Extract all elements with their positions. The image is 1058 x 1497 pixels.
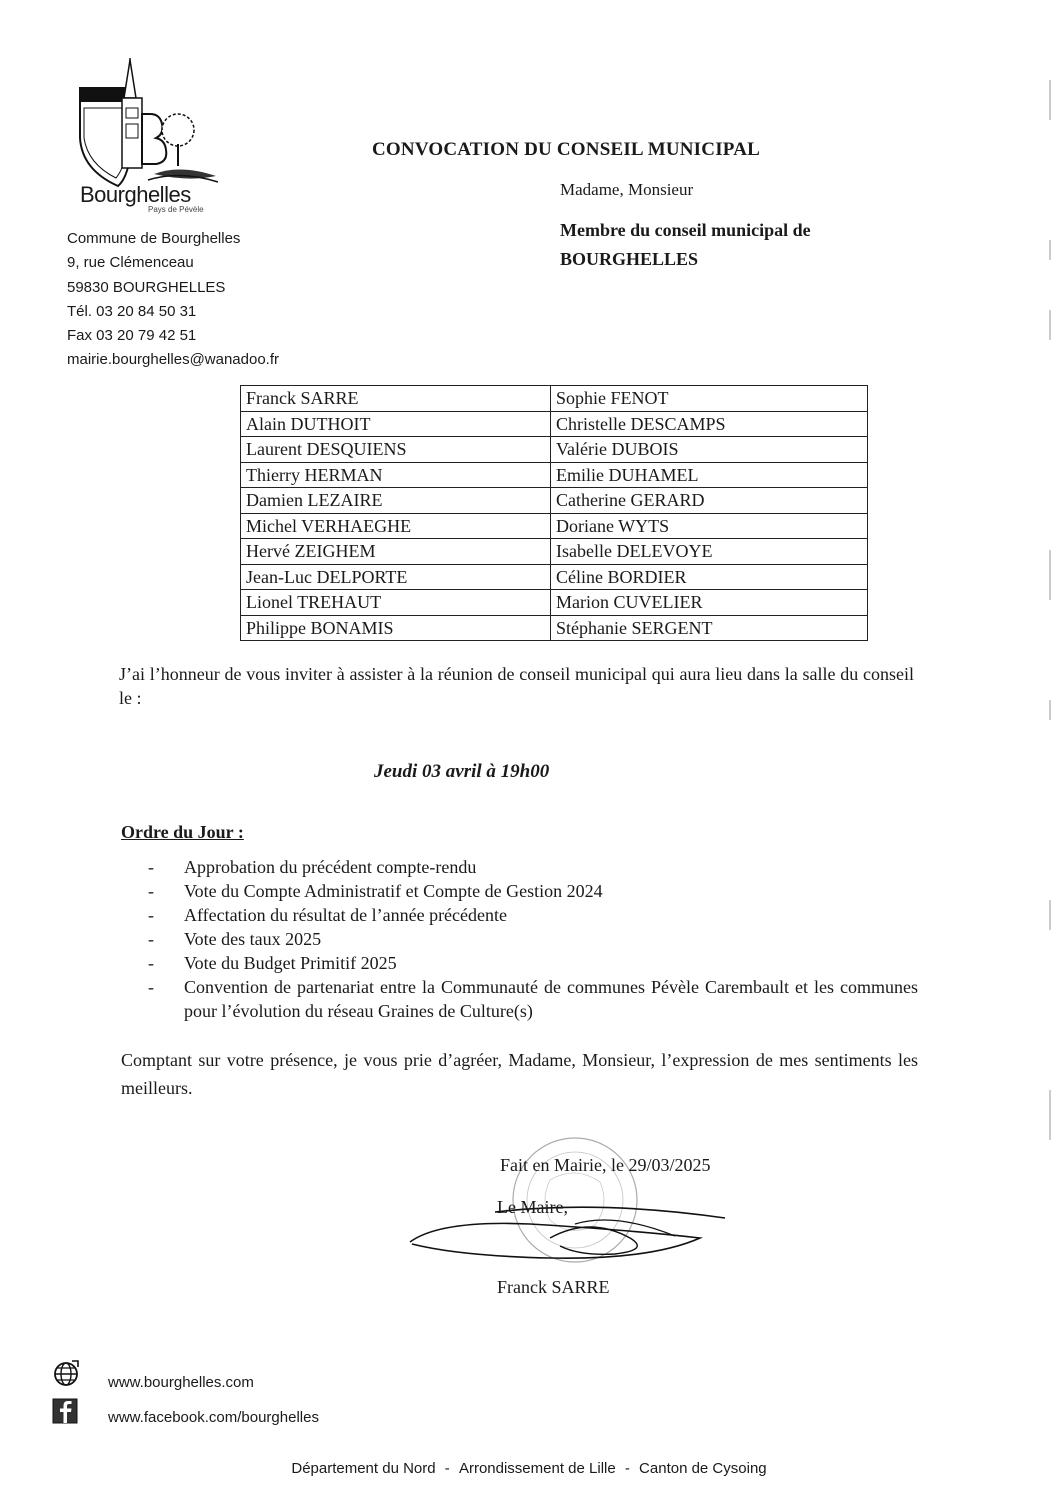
address-line-street: 9, rue Clémenceau bbox=[67, 254, 194, 272]
agenda-item-text: Vote du Budget Primitif 2025 bbox=[184, 953, 397, 973]
member-cell: Laurent DESQUIENS bbox=[241, 437, 551, 463]
signature-place-date: Fait en Mairie, le 29/03/2025 bbox=[500, 1155, 711, 1175]
invitation-paragraph: J’ai l’honneur de vous inviter à assister à la réunion de conseil municipal qui aura lieu dans la salle du conseil le : bbox=[119, 664, 914, 708]
list-item bbox=[148, 927, 918, 951]
agenda-item-text: Convention de partenariat entre la Communauté de communes Pévèle Carembault et les communes pour l’évolution du réseau Graines de Culture(s) bbox=[184, 977, 918, 1021]
salutation: Madame, Monsieur bbox=[560, 180, 694, 199]
agenda-list bbox=[148, 855, 918, 1023]
member-cell: Stéphanie SERGENT bbox=[551, 615, 868, 641]
table-row bbox=[241, 539, 868, 565]
member-cell: Damien LEZAIRE bbox=[241, 488, 551, 514]
list-bullet: - bbox=[148, 857, 154, 877]
list-item bbox=[148, 951, 918, 975]
list-bullet: - bbox=[148, 881, 154, 901]
list-bullet: - bbox=[148, 905, 154, 925]
facebook-icon bbox=[52, 1398, 78, 1424]
member-cell: Philippe BONAMIS bbox=[241, 615, 551, 641]
table-row bbox=[241, 488, 868, 514]
list-bullet: - bbox=[148, 953, 154, 973]
address-line-city: 59830 BOURGHELLES bbox=[67, 278, 226, 296]
footer-arrondissement: Arrondissement de Lille bbox=[458, 1460, 616, 1477]
mayor-title: Le Maire, bbox=[497, 1197, 568, 1217]
footer bbox=[0, 1460, 1058, 1477]
member-cell: Franck SARRE bbox=[241, 386, 551, 412]
member-cell: Michel VERHAEGHE bbox=[241, 513, 551, 539]
agenda-item-text: Vote des taux 2025 bbox=[184, 929, 322, 949]
address-line-fax: Fax 03 20 79 42 51 bbox=[67, 327, 197, 345]
member-cell: Alain DUTHOIT bbox=[241, 411, 551, 437]
member-cell: Sophie FENOT bbox=[551, 386, 868, 412]
list-item bbox=[148, 975, 918, 1023]
table-row bbox=[241, 411, 868, 437]
member-cell: Doriane WYTS bbox=[551, 513, 868, 539]
meeting-date: Jeudi 03 avril à 19h00 bbox=[374, 761, 550, 782]
member-cell: Thierry HERMAN bbox=[241, 462, 551, 488]
list-bullet: - bbox=[148, 929, 154, 949]
member-cell: Catherine GERARD bbox=[551, 488, 868, 514]
member-cell: Isabelle DELEVOYE bbox=[551, 539, 868, 565]
table-row bbox=[241, 590, 868, 616]
member-cell: Céline BORDIER bbox=[551, 564, 868, 590]
member-cell: Emilie DUHAMEL bbox=[551, 462, 868, 488]
member-cell: Lionel TREHAUT bbox=[241, 590, 551, 616]
logo-wordmark: Bourghelles bbox=[80, 182, 191, 207]
closing-paragraph: Comptant sur votre présence, je vous prie d’agréer, Madame, Monsieur, l’expression de mes sentiments les meilleurs. bbox=[121, 1050, 918, 1098]
footer-department: Département du Nord bbox=[291, 1460, 436, 1477]
official-stamp-and-signature bbox=[400, 1120, 740, 1295]
facebook-link[interactable]: www.facebook.com/bourghelles bbox=[108, 1409, 319, 1426]
mayor-name: Franck SARRE bbox=[497, 1277, 610, 1297]
scan-edge-marks bbox=[1044, 80, 1054, 1380]
globe-icon bbox=[52, 1359, 80, 1387]
member-cell: Hervé ZEIGHEM bbox=[241, 539, 551, 565]
address-line-phone: Tél. 03 20 84 50 31 bbox=[67, 302, 197, 320]
address-block bbox=[67, 227, 279, 373]
table-row bbox=[241, 513, 868, 539]
table-row bbox=[241, 615, 868, 641]
footer-canton: Canton de Cysoing bbox=[639, 1460, 767, 1477]
footer-separator: - bbox=[444, 1460, 450, 1477]
table-row bbox=[241, 437, 868, 463]
website-link[interactable]: www.bourghelles.com bbox=[108, 1374, 254, 1391]
agenda-item-text: Vote du Compte Administratif et Compte de Gestion 2024 bbox=[184, 881, 603, 901]
member-cell: Christelle DESCAMPS bbox=[551, 411, 868, 437]
member-cell: Valérie DUBOIS bbox=[551, 437, 868, 463]
address-line-commune: Commune de Bourghelles bbox=[67, 230, 241, 247]
list-item bbox=[148, 879, 918, 903]
council-members-table bbox=[240, 385, 868, 641]
list-bullet: - bbox=[148, 977, 154, 997]
table-row bbox=[241, 386, 868, 412]
agenda-item-text: Affectation du résultat de l’année précédente bbox=[184, 905, 508, 925]
table-row bbox=[241, 564, 868, 590]
table-row bbox=[241, 462, 868, 488]
logo-tagline: Pays de Pévèle bbox=[148, 205, 204, 214]
address-line-email: mairie.bourghelles@wanadoo.fr bbox=[67, 351, 280, 369]
list-item bbox=[148, 903, 918, 927]
footer-separator: - bbox=[624, 1460, 630, 1477]
recipient-line: Membre du conseil municipal de bbox=[560, 220, 811, 240]
agenda-item-text: Approbation du précédent compte-rendu bbox=[184, 857, 477, 877]
agenda-title: Ordre du Jour : bbox=[121, 822, 244, 842]
recipient-commune: BOURGHELLES bbox=[560, 249, 699, 269]
list-item bbox=[148, 855, 918, 879]
member-cell: Jean-Luc DELPORTE bbox=[241, 564, 551, 590]
document-title: CONVOCATION DU CONSEIL MUNICIPAL bbox=[372, 139, 760, 160]
member-cell: Marion CUVELIER bbox=[551, 590, 868, 616]
